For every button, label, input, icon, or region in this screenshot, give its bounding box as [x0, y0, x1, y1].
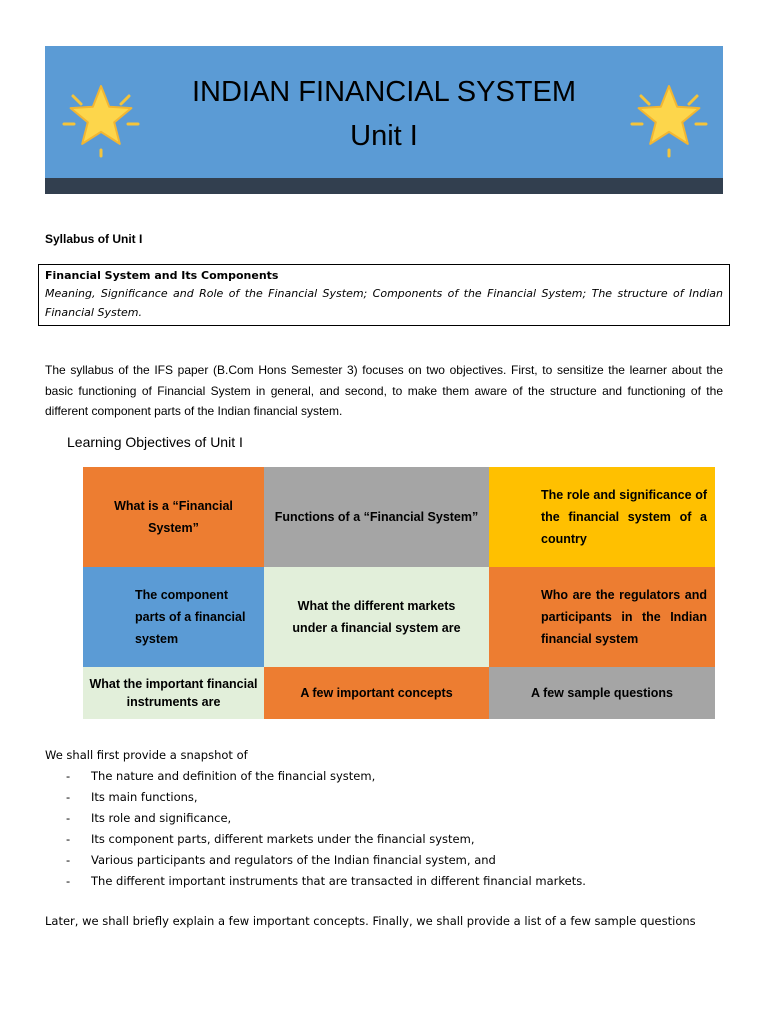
objective-text: What the important financial instruments are	[89, 677, 258, 709]
title-banner	[45, 46, 723, 178]
list-item: - The nature and definition of the financial system,	[66, 769, 376, 783]
objective-cell	[83, 467, 264, 567]
document-title: INDIAN FINANCIAL SYSTEM	[191, 76, 577, 108]
syllabus-box-title: Financial System and Its Components	[45, 269, 279, 282]
objective-text: A few important concepts	[300, 686, 453, 700]
list-item: - Various participants and regulators of the Indian financial system, and	[66, 853, 496, 867]
list-item: - Its main functions,	[66, 790, 198, 804]
list-item-text: Its main functions,	[91, 790, 198, 804]
objective-cell	[83, 667, 264, 719]
objective-text: The component parts of a financial system	[135, 588, 246, 646]
list-item-text: Its role and significance,	[91, 811, 232, 825]
star-icon	[629, 78, 709, 158]
objective-text: Functions of a “Financial System”	[274, 510, 479, 524]
objective-cell	[264, 467, 489, 567]
syllabus-heading: Syllabus of Unit I	[45, 232, 143, 246]
list-item: - Its component parts, different markets under the financial system,	[66, 832, 475, 846]
list-item-text: Its component parts, different markets under the financial system,	[91, 832, 475, 846]
list-item-text: Various participants and regulators of the Indian financial system, and	[91, 853, 496, 867]
list-item-text: The nature and definition of the financial system,	[91, 769, 376, 783]
learning-objectives-grid	[83, 467, 715, 719]
intro-paragraph: The syllabus of the IFS paper (B.Com Hons Semester 3) focuses on two objectives. First, to sensitize the learner about the basic functioning of Financial System in general, and second, to make them aware of the structure and functioning of the different component parts of the Indian financial system.	[45, 363, 723, 418]
objective-cell	[83, 567, 264, 667]
snapshot-heading: We shall first provide a snapshot of	[45, 748, 248, 762]
banner-divider-strip	[45, 178, 723, 194]
objective-text: A few sample questions	[531, 686, 673, 700]
objective-text: The role and significance of the financial system of a country	[541, 488, 707, 546]
objective-text: What is a “Financial System”	[114, 499, 233, 535]
document-subtitle: Unit I	[350, 120, 418, 152]
list-item: - The different important instruments that are transacted in different financial markets.	[66, 874, 586, 888]
objective-cell	[264, 667, 489, 719]
objective-cell	[489, 667, 715, 719]
list-item: - Its role and significance,	[66, 811, 232, 825]
closing-paragraph: Later, we shall briefly explain a few important concepts. Finally, we shall provide a list of a few sample questions	[45, 914, 696, 928]
syllabus-box	[38, 264, 730, 326]
learning-objectives-heading: Learning Objectives of Unit I	[67, 434, 243, 450]
objective-cell	[489, 567, 715, 667]
objective-cell	[489, 467, 715, 567]
objective-text: What the different markets under a financial system are	[292, 599, 461, 635]
syllabus-box-body: Meaning, Significance and Role of the Financial System; Components of the Financial System; The structure of Indian Financial System.	[45, 287, 723, 319]
objective-text: Who are the regulators and participants in the Indian financial system	[541, 588, 707, 646]
list-item-text: The different important instruments that are transacted in different financial markets.	[91, 874, 586, 888]
objective-cell	[264, 567, 489, 667]
snapshot-list	[66, 766, 586, 892]
